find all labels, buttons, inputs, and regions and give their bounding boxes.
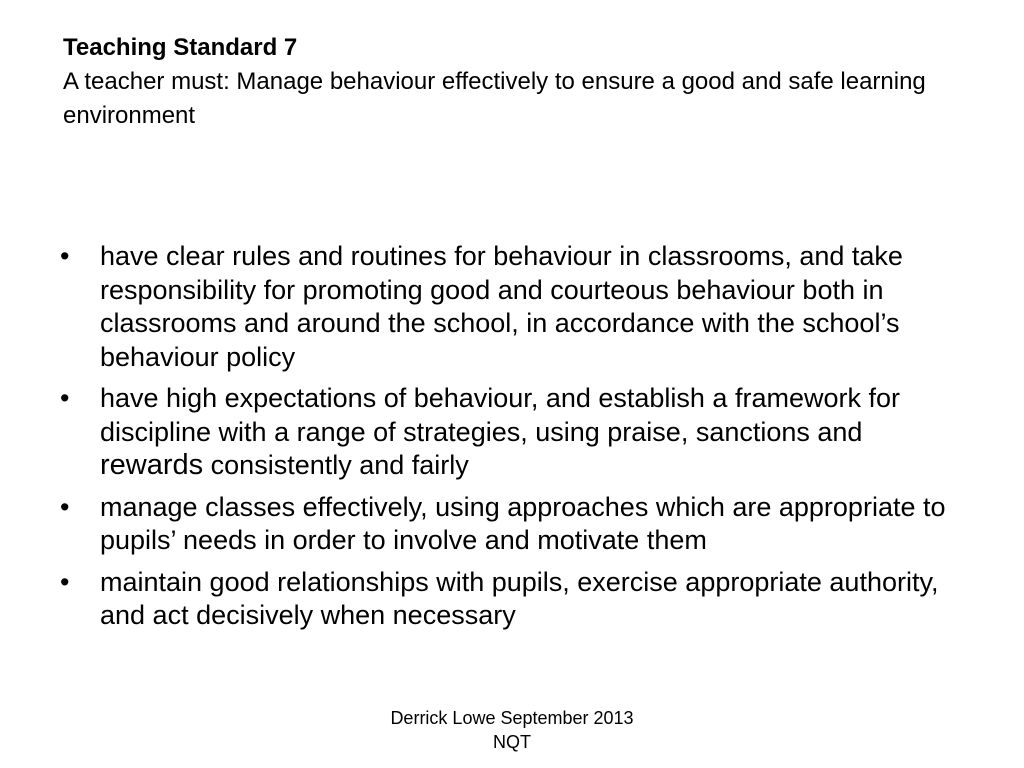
footer-author-date: Derrick Lowe September 2013 <box>390 708 634 728</box>
slide-title <box>63 31 963 133</box>
bullet-text-before: have high expectations of behaviour, and establish a framework for discipline with a range of strategies, using praise, sanctions and <box>100 383 900 447</box>
bullet-list <box>60 240 960 641</box>
bullet-item-relationships <box>60 566 960 633</box>
footer-tag: NQT <box>493 732 531 752</box>
slide-footer <box>362 706 662 754</box>
bullet-marker: • <box>60 566 70 597</box>
bullet-text: maintain good relationships with pupils, exercise appropriate authority, and act decisively when necessary <box>100 566 939 630</box>
bullet-marker: • <box>60 491 70 522</box>
bullet-text-after: consistently and fairly <box>203 450 469 480</box>
bullet-marker: • <box>60 241 70 271</box>
bullet-text: manage classes effectively, using approaches which are appropriate to pupils’ needs in order to involve and motivate them <box>100 491 946 555</box>
title-subtitle: A teacher must: Manage behaviour effectively to ensure a good and safe learning environment <box>63 68 926 129</box>
bullet-text <box>100 383 900 480</box>
title-heading: Teaching Standard 7 <box>63 34 298 61</box>
bullet-text-emphasis: rewards <box>100 449 204 481</box>
bullet-text: have clear rules and routines for behaviour in classrooms, and take responsibility for promoting good and courteous behaviour both in classrooms and around the school, in accordance with the school’s behaviour policy <box>100 241 903 372</box>
bullet-item-rules <box>60 240 960 374</box>
bullet-item-expectations <box>60 382 960 483</box>
bullet-marker: • <box>60 383 70 413</box>
bullet-item-manage-classes <box>60 491 960 558</box>
